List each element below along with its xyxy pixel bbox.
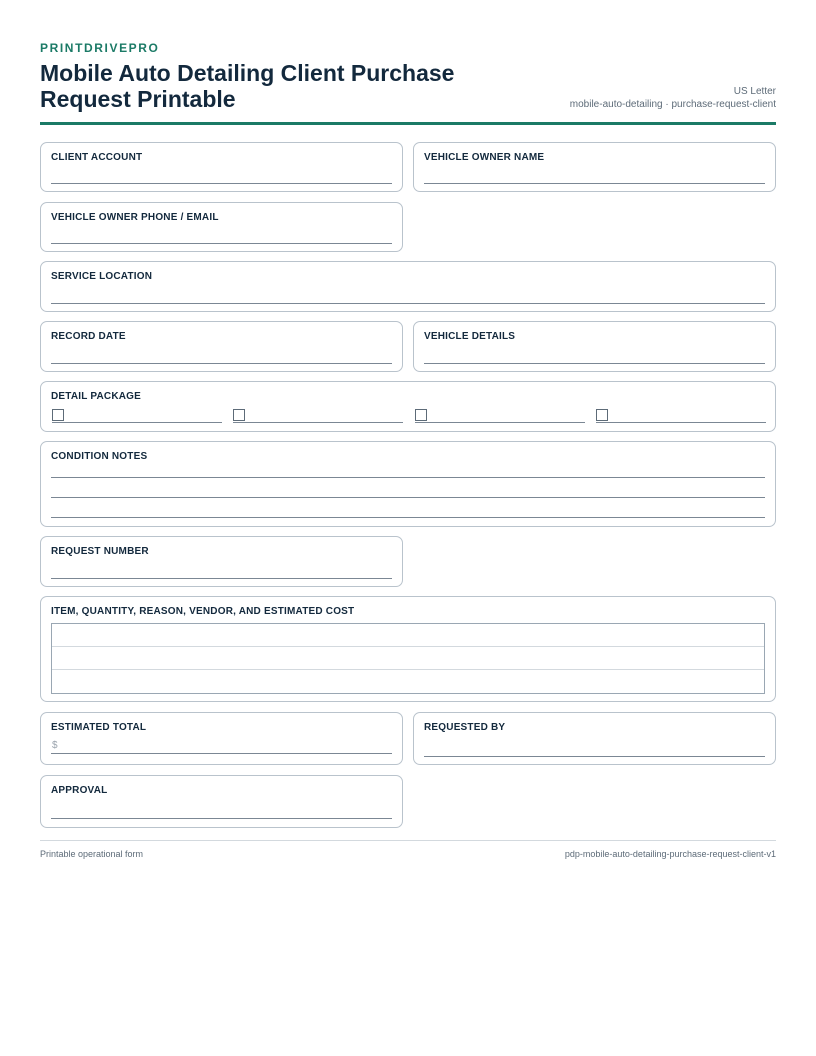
requested-by-line[interactable] bbox=[424, 756, 765, 757]
page-title: Mobile Auto Detailing Client Purchase Request Printable bbox=[40, 60, 455, 112]
brand-name: PRINTDRIVEPRO bbox=[40, 41, 160, 55]
items-table-label: ITEM, QUANTITY, REASON, VENDOR, AND ESTIMATED COST bbox=[51, 606, 355, 617]
package-option-line[interactable] bbox=[596, 422, 766, 423]
service-location-label: SERVICE LOCATION bbox=[51, 271, 153, 282]
footer-form-id: pdp-mobile-auto-detailing-purchase-request-client-v1 bbox=[564, 849, 776, 859]
condition-notes-label: CONDITION NOTES bbox=[51, 451, 148, 462]
paper-size: US Letter bbox=[733, 86, 776, 97]
currency-symbol: $ bbox=[52, 740, 58, 751]
condition-notes-line-1[interactable] bbox=[51, 477, 765, 478]
client-account-field[interactable] bbox=[40, 142, 403, 192]
vehicle-owner-name-line[interactable] bbox=[424, 183, 765, 184]
request-number-label: REQUEST NUMBER bbox=[51, 546, 149, 557]
checkbox[interactable] bbox=[596, 409, 608, 421]
request-number-field[interactable] bbox=[40, 536, 403, 587]
approval-label: APPROVAL bbox=[51, 785, 108, 796]
footer-divider bbox=[40, 840, 776, 841]
package-option-line[interactable] bbox=[233, 422, 403, 423]
service-location-field[interactable] bbox=[40, 261, 776, 312]
client-account-label: CLIENT ACCOUNT bbox=[51, 152, 143, 163]
approval-line[interactable] bbox=[51, 818, 392, 819]
items-table[interactable] bbox=[51, 623, 765, 694]
package-option-3[interactable] bbox=[415, 409, 585, 423]
checkbox[interactable] bbox=[415, 409, 427, 421]
vehicle-owner-name-field[interactable] bbox=[413, 142, 776, 192]
document-tags: mobile-auto-detailing · purchase-request-client bbox=[569, 99, 776, 110]
header-divider bbox=[40, 122, 776, 125]
document-meta bbox=[570, 85, 776, 111]
package-option-line[interactable] bbox=[415, 422, 585, 423]
vehicle-owner-name-label: VEHICLE OWNER NAME bbox=[424, 152, 545, 163]
package-option-2[interactable] bbox=[233, 409, 403, 423]
vehicle-details-line[interactable] bbox=[424, 363, 765, 364]
footer-left-text: Printable operational form bbox=[40, 849, 144, 859]
checkbox[interactable] bbox=[52, 409, 64, 421]
items-table-section bbox=[40, 596, 776, 702]
client-account-line[interactable] bbox=[51, 183, 392, 184]
checkbox[interactable] bbox=[233, 409, 245, 421]
request-number-line[interactable] bbox=[51, 578, 392, 579]
condition-notes-line-2[interactable] bbox=[51, 497, 765, 498]
service-location-line[interactable] bbox=[51, 303, 765, 304]
vehicle-owner-contact-line[interactable] bbox=[51, 243, 392, 244]
vehicle-details-field[interactable] bbox=[413, 321, 776, 372]
record-date-line[interactable] bbox=[51, 363, 392, 364]
table-row[interactable] bbox=[52, 624, 764, 647]
record-date-field[interactable] bbox=[40, 321, 403, 372]
requested-by-field[interactable] bbox=[413, 712, 776, 765]
condition-notes-line-3[interactable] bbox=[51, 517, 765, 518]
estimated-total-label: ESTIMATED TOTAL bbox=[51, 722, 147, 733]
detail-package-field bbox=[40, 381, 776, 432]
estimated-total-line[interactable] bbox=[51, 753, 392, 754]
record-date-label: RECORD DATE bbox=[51, 331, 126, 342]
vehicle-owner-contact-field[interactable] bbox=[40, 202, 403, 252]
vehicle-details-label: VEHICLE DETAILS bbox=[424, 331, 516, 342]
package-option-4[interactable] bbox=[596, 409, 766, 423]
package-option-1[interactable] bbox=[52, 409, 222, 423]
requested-by-label: REQUESTED BY bbox=[424, 722, 506, 733]
condition-notes-field[interactable] bbox=[40, 441, 776, 527]
table-row[interactable] bbox=[52, 670, 764, 693]
approval-field[interactable] bbox=[40, 775, 403, 828]
vehicle-owner-contact-label: VEHICLE OWNER PHONE / EMAIL bbox=[51, 212, 219, 223]
detail-package-label: DETAIL PACKAGE bbox=[51, 391, 142, 402]
table-row[interactable] bbox=[52, 647, 764, 670]
estimated-total-field[interactable] bbox=[40, 712, 403, 765]
package-option-line[interactable] bbox=[52, 422, 222, 423]
